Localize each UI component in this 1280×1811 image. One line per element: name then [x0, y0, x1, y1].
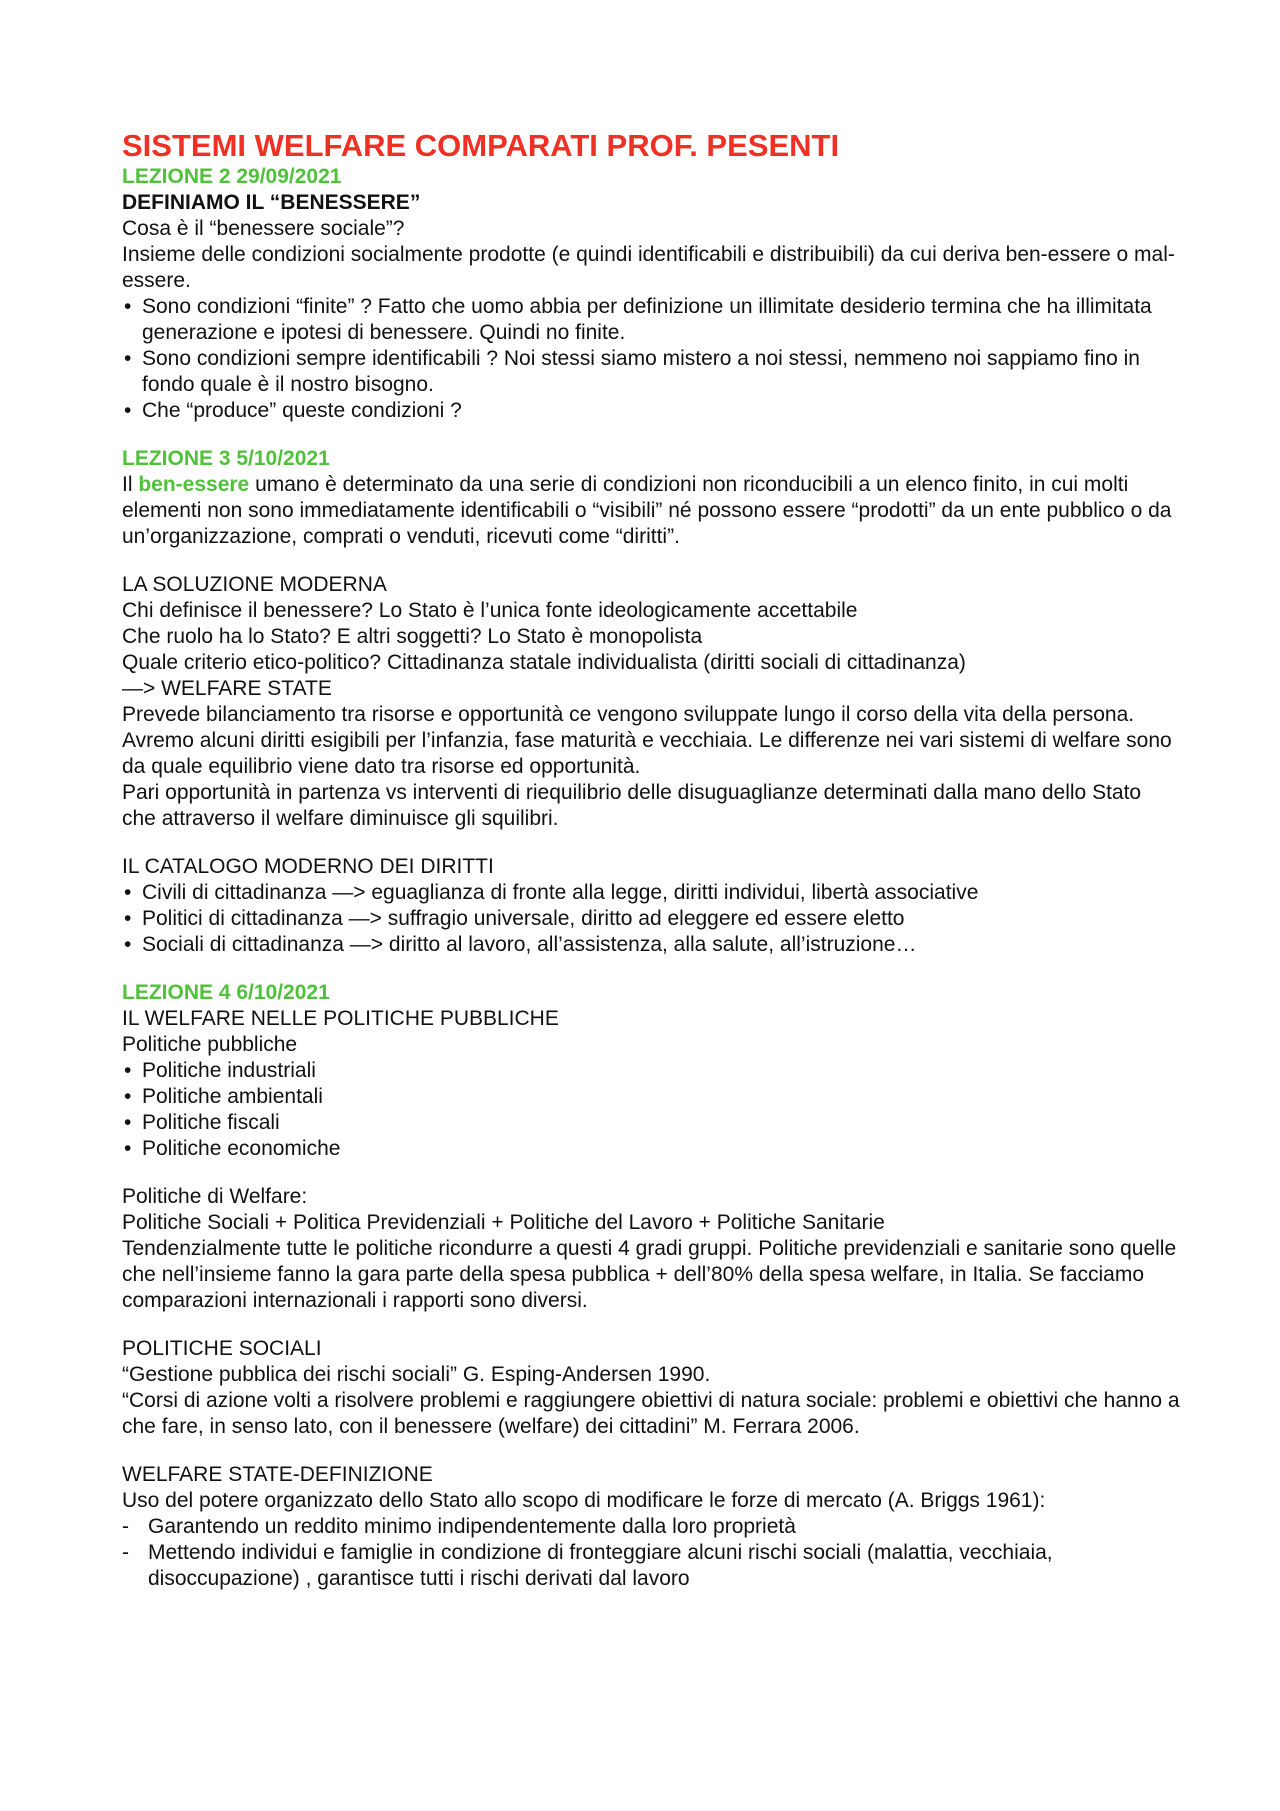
lesson-2-section	[122, 164, 1180, 424]
spacer	[122, 1162, 1180, 1184]
lesson-2-heading: LEZIONE 2 29/09/2021	[122, 165, 342, 188]
paragraph: Tendenzialmente tutte le politiche ricondurre a questi 4 gradi gruppi. Politiche previdenziali e sanitarie sono quelle che nell’insieme fanno la gara parte della spesa pubblica + dell’80% della spesa welfare, in Italia. Se facciamo comparazioni internazionali i rapporti sono diversi.	[122, 1237, 1177, 1312]
dash-list	[122, 1514, 1180, 1592]
list-item-text: Mettendo individui e famiglie in condizione di fronteggiare alcuni rischi sociali (malattia, vecchiaia, disoccupazione) , garantisce tutti i rischi derivati dal lavoro	[148, 1541, 1053, 1590]
list-item-text: Sociali di cittadinanza —> diritto al lavoro, all’assistenza, alla salute, all’istruzione…	[142, 933, 917, 956]
list-item	[122, 880, 1180, 906]
list-item-text: Che “produce” queste condizioni ?	[142, 399, 462, 422]
bullet-marker: •	[124, 1059, 132, 1082]
public-policies-title: Politiche pubbliche	[122, 1033, 298, 1056]
list-item	[122, 294, 1180, 346]
list-item	[122, 1084, 1180, 1110]
bullet-marker: •	[124, 1085, 132, 1108]
highlight-term: ben-essere	[138, 473, 250, 496]
list-item-text: Politiche industriali	[142, 1059, 316, 1082]
spacer	[122, 958, 1180, 980]
dash-marker: -	[122, 1541, 129, 1564]
list-item-text: Garantendo un reddito minimo indipendentemente dalla loro proprietà	[148, 1515, 796, 1538]
spacer	[122, 832, 1180, 854]
welfare-policies-title: Politiche di Welfare:	[122, 1185, 308, 1208]
bullet-marker: •	[124, 347, 132, 370]
intro-text: umano è determinato da una serie di condizioni non riconducibili a un elenco finito, in cui molti elementi non sono immediatamente identificabili o “visibili” né possono essere “prodotti” da un ente pubblico o da un’organizzazione, comprati o venduti, ricevuti come “diritti”.	[122, 473, 1172, 548]
spacer	[122, 550, 1180, 572]
document-title: SISTEMI WELFARE COMPARATI PROF. PESENTI	[122, 128, 840, 163]
lesson-3-section	[122, 446, 1180, 958]
paragraph: Politiche Sociali + Politica Previdenziali + Politiche del Lavoro + Politiche Sanitarie	[122, 1211, 885, 1234]
paragraph: Uso del potere organizzato dello Stato allo scopo di modificare le forze di mercato (A. Briggs 1961):	[122, 1489, 1046, 1512]
list-item-text: Politici di cittadinanza —> suffragio universale, diritto ad eleggere ed essere eletto	[142, 907, 905, 930]
lesson-2-subheading: DEFINIAMO IL “BENESSERE”	[122, 191, 421, 214]
spacer	[122, 1440, 1180, 1462]
intro-text: Il	[122, 473, 139, 496]
list-item-text: Politiche economiche	[142, 1137, 341, 1160]
paragraph: “Gestione pubblica dei rischi sociali” G. Esping-Andersen 1990.	[122, 1363, 711, 1386]
paragraph: “Corsi di azione volti a risolvere problemi e raggiungere obiettivi di natura sociale: problemi e obiettivi che hanno a che fare, in senso lato, con il benessere (welfare) dei cittadini” M. Ferrara 2006.	[122, 1389, 1180, 1438]
list-item-text: Politiche ambientali	[142, 1085, 323, 1108]
list-item-text: Civili di cittadinanza —> eguaglianza di fronte alla legge, diritti individui, libertà associative	[142, 881, 979, 904]
lesson-3-heading: LEZIONE 3 5/10/2021	[122, 447, 330, 470]
rights-catalog-title: IL CATALOGO MODERNO DEI DIRITTI	[122, 855, 494, 878]
list-item	[122, 1514, 1180, 1540]
list-item-text: Sono condizioni “finite” ? Fatto che uomo abbia per definizione un illimitate desiderio termina che ha illimitata generazione e ipotesi di benessere. Quindi no finite.	[142, 295, 1152, 344]
modern-solution-title: LA SOLUZIONE MODERNA	[122, 573, 387, 596]
list-item-text: Sono condizioni sempre identificabili ? Noi stessi siamo mistero a noi stessi, nemmeno noi sappiamo fino in fondo quale è il nostro bisogno.	[142, 347, 1140, 396]
list-item-text: Politiche fiscali	[142, 1111, 280, 1134]
spacer	[122, 1314, 1180, 1336]
bullet-marker: •	[124, 933, 132, 956]
bullet-list	[122, 294, 1180, 424]
paragraph: —> WELFARE STATE	[122, 677, 332, 700]
list-item	[122, 346, 1180, 398]
list-item	[122, 1540, 1180, 1592]
bullet-marker: •	[124, 1111, 132, 1134]
paragraph: Chi definisce il benessere? Lo Stato è l’unica fonte ideologicamente accettabile	[122, 599, 858, 622]
list-item	[122, 906, 1180, 932]
list-item	[122, 1110, 1180, 1136]
bullet-marker: •	[124, 1137, 132, 1160]
bullet-marker: •	[124, 907, 132, 930]
dash-marker: -	[122, 1515, 129, 1538]
list-item	[122, 1058, 1180, 1084]
paragraph: Che ruolo ha lo Stato? E altri soggetti? Lo Stato è monopolista	[122, 625, 703, 648]
list-item	[122, 398, 1180, 424]
paragraph: Prevede bilanciamento tra risorse e opportunità ce vengono sviluppate lungo il corso della vita della persona. Avremo alcuni diritti esigibili per l’infanzia, fase maturità e vecchiaia. Le differenze nei vari sistemi di welfare sono da quale equilibrio viene dato tra risorse ed opportunità.	[122, 703, 1172, 778]
public-policies-section-title: IL WELFARE NELLE POLITICHE PUBBLICHE	[122, 1007, 559, 1030]
paragraph: Quale criterio etico-politico? Cittadinanza statale individualista (diritti sociali di cittadinanza)	[122, 651, 966, 674]
bullet-marker: •	[124, 881, 132, 904]
paragraph: Pari opportunità in partenza vs interventi di riequilibrio delle disuguaglianze determinati dalla mano dello Stato che attraverso il welfare diminuisce gli squilibri.	[122, 781, 1142, 830]
bullet-marker: •	[124, 295, 132, 318]
bullet-list	[122, 1058, 1180, 1162]
spacer	[122, 424, 1180, 446]
social-policies-title: POLITICHE SOCIALI	[122, 1337, 322, 1360]
lesson-4-section	[122, 980, 1180, 1592]
lesson-4-heading: LEZIONE 4 6/10/2021	[122, 981, 330, 1004]
bullet-marker: •	[124, 399, 132, 422]
paragraph: Insieme delle condizioni socialmente prodotte (e quindi identificabili e distribuibili) da cui deriva ben-essere o mal-essere.	[122, 243, 1175, 292]
bullet-list	[122, 880, 1180, 958]
list-item	[122, 932, 1180, 958]
lesson-3-intro	[122, 472, 1180, 550]
list-item	[122, 1136, 1180, 1162]
paragraph: Cosa è il “benessere sociale”?	[122, 217, 405, 240]
welfare-state-definition-title: WELFARE STATE-DEFINIZIONE	[122, 1463, 433, 1486]
